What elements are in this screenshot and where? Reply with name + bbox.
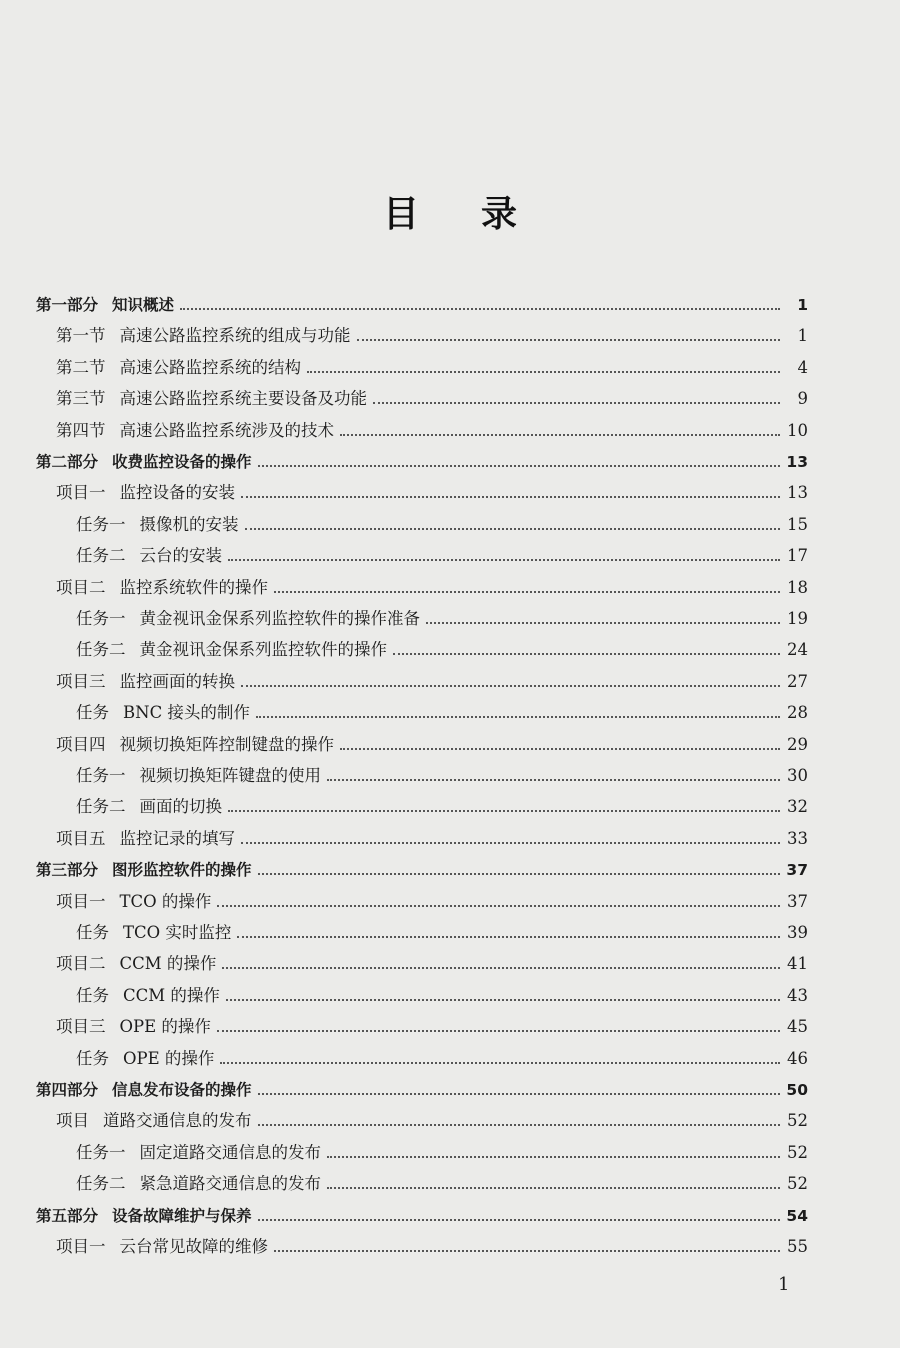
toc-entry-number: 任务二 xyxy=(76,640,126,660)
toc-entry-number: 任务一 xyxy=(76,609,126,628)
toc-entry-title: 高速公路监控系统主要设备及功能 xyxy=(119,389,367,409)
toc-leader-dots xyxy=(180,308,780,310)
toc-task-entry xyxy=(76,510,808,536)
toc-entry-label xyxy=(56,828,235,850)
toc-entry-title: 知识概述 xyxy=(112,296,175,314)
toc-entry-page: 33 xyxy=(787,828,808,848)
toc-entry-label xyxy=(76,514,239,536)
toc-entry-number: 任务 xyxy=(76,1048,109,1068)
toc-leader-dots xyxy=(274,591,780,593)
toc-section-entry xyxy=(56,667,808,693)
toc-leader-dots xyxy=(327,1156,780,1158)
toc-entry-number: 第五部分 xyxy=(36,1206,99,1225)
toc-part-entry xyxy=(36,1075,808,1101)
toc-task-entry xyxy=(76,792,808,818)
toc-task-entry xyxy=(76,541,808,567)
page-title: 目录 xyxy=(382,194,579,235)
toc-entry-page: 24 xyxy=(787,640,808,660)
toc-entry-number: 第三部分 xyxy=(36,861,99,880)
toc-section-entry xyxy=(56,416,808,442)
toc-entry-label xyxy=(56,420,334,442)
toc-task-entry xyxy=(76,698,808,724)
toc-entry-title: 高速公路监控系统的结构 xyxy=(119,357,301,377)
toc-entry-label xyxy=(56,388,367,410)
toc-entry-number: 第一部分 xyxy=(36,296,99,314)
toc-entry-number: 项目一 xyxy=(56,891,106,911)
toc-entry-page: 41 xyxy=(787,954,808,974)
toc-entry-page: 30 xyxy=(787,766,808,785)
toc-entry-title: 高速公路监控系统的组成与功能 xyxy=(119,326,351,346)
toc-entry-label xyxy=(36,1205,252,1227)
toc-entry-title: 监控系统软件的操作 xyxy=(119,577,268,597)
footer-page-number: 1 xyxy=(778,1274,790,1295)
toc-section-entry xyxy=(56,824,808,850)
toc-entry-label xyxy=(76,545,222,567)
toc-entry-page: 4 xyxy=(797,357,808,377)
toc-leader-dots xyxy=(241,842,780,844)
toc-entry-label xyxy=(36,1079,252,1101)
toc-entry-number: 第二部分 xyxy=(36,453,99,471)
toc-entry-label xyxy=(36,294,174,316)
toc-entry-number: 项目 xyxy=(56,1111,89,1131)
toc-entry-page: 32 xyxy=(787,797,808,817)
toc-entry-label xyxy=(76,922,231,944)
toc-entry-page: 46 xyxy=(787,1048,808,1068)
toc-entry-number: 第四节 xyxy=(56,420,106,440)
toc-entry-page: 28 xyxy=(787,703,808,723)
toc-entry-title: 固定道路交通信息的发布 xyxy=(139,1142,321,1162)
toc-entry-title: 云台常见故障的维修 xyxy=(119,1237,268,1256)
toc-task-entry xyxy=(76,1138,808,1164)
toc-entry-title: OPE 的操作 xyxy=(119,1017,211,1037)
toc-entry-number: 项目二 xyxy=(56,954,106,974)
toc-section-entry xyxy=(56,1106,808,1132)
toc-leader-dots xyxy=(307,371,780,373)
toc-leader-dots xyxy=(237,936,780,938)
toc-entry-page: 27 xyxy=(787,671,808,691)
toc-entry-page: 18 xyxy=(787,577,808,597)
toc-section-entry xyxy=(56,321,808,347)
toc-entry-number: 项目二 xyxy=(56,577,106,597)
toc-entry-label xyxy=(76,1142,321,1164)
toc-entry-label xyxy=(76,765,321,787)
toc-task-entry xyxy=(76,604,808,630)
toc-leader-dots xyxy=(340,434,780,436)
toc-entry-title: 道路交通信息的发布 xyxy=(103,1111,252,1131)
toc-entry-label xyxy=(56,357,301,379)
toc-part-entry xyxy=(36,1201,808,1227)
toc-entry-label xyxy=(56,953,216,975)
toc-leader-dots xyxy=(373,402,780,404)
toc-entry-title: TCO 的操作 xyxy=(119,891,212,911)
toc-leader-dots xyxy=(241,685,780,687)
toc-entry-label xyxy=(76,796,222,818)
toc-entry-title: 画面的切换 xyxy=(139,797,222,817)
toc-entry-title: 黄金视讯金保系列监控软件的操作准备 xyxy=(139,609,420,628)
toc-entry-title: 视频切换矩阵键盘的使用 xyxy=(139,766,321,785)
toc-entry-label xyxy=(56,1236,268,1258)
toc-entry-number: 任务二 xyxy=(76,546,126,566)
toc-leader-dots xyxy=(258,1219,780,1221)
toc-entry-label xyxy=(76,608,420,630)
toc-entry-label xyxy=(56,1110,252,1132)
toc-entry-label xyxy=(76,639,387,661)
toc-section-entry xyxy=(56,1012,808,1038)
toc-entry-number: 项目三 xyxy=(56,671,106,691)
toc-leader-dots xyxy=(222,967,780,969)
toc-section-entry xyxy=(56,573,808,599)
toc-entry-number: 第三节 xyxy=(56,389,106,409)
toc-section-entry xyxy=(56,353,808,379)
toc-entry-title: 黄金视讯金保系列监控软件的操作 xyxy=(139,640,387,660)
toc-entry-title: 云台的安装 xyxy=(139,546,222,566)
toc-entry-page: 52 xyxy=(787,1174,808,1194)
toc-entry-title: 设备故障维护与保养 xyxy=(112,1206,252,1225)
toc-entry-title: CCM 的操作 xyxy=(123,985,220,1005)
toc-leader-dots xyxy=(258,1124,781,1126)
toc-entry-number: 项目五 xyxy=(56,828,106,848)
toc-entry-page: 52 xyxy=(787,1142,808,1162)
toc-entry-label xyxy=(36,451,252,473)
toc-leader-dots xyxy=(258,873,780,875)
toc-leader-dots xyxy=(393,653,780,655)
toc-entry-title: 监控画面的转换 xyxy=(119,671,235,691)
toc-section-entry xyxy=(56,887,808,913)
toc-entry-page: 37 xyxy=(786,861,808,880)
toc-entry-label xyxy=(76,985,220,1007)
toc-part-entry xyxy=(36,447,808,473)
toc-entry-label xyxy=(56,734,334,756)
toc-entry-number: 任务 xyxy=(76,703,109,723)
toc-entry-page: 45 xyxy=(787,1017,808,1037)
toc-entry-page: 15 xyxy=(787,514,808,534)
toc-entry-number: 任务二 xyxy=(76,797,126,817)
toc-leader-dots xyxy=(226,999,780,1001)
toc-leader-dots xyxy=(256,716,780,718)
toc-entry-page: 37 xyxy=(787,891,808,911)
toc-entry-page: 52 xyxy=(787,1111,808,1131)
toc-section-entry xyxy=(56,384,808,410)
toc-entry-label xyxy=(56,671,235,693)
toc-leader-dots xyxy=(426,622,780,624)
toc-entry-title: 监控记录的填写 xyxy=(119,828,235,848)
toc-leader-dots xyxy=(241,496,780,498)
toc-task-entry xyxy=(76,981,808,1007)
toc-entry-label xyxy=(56,1016,211,1038)
toc-entry-page: 29 xyxy=(787,734,808,754)
toc-leader-dots xyxy=(220,1062,780,1064)
toc-entry-title: 图形监控软件的操作 xyxy=(112,861,252,880)
toc-leader-dots xyxy=(340,748,780,750)
toc-entry-label xyxy=(56,325,351,347)
toc-task-entry xyxy=(76,1044,808,1070)
toc-entry-title: 视频切换矩阵控制键盘的操作 xyxy=(119,734,334,754)
toc-entry-page: 1 xyxy=(797,296,808,314)
toc-entry-page: 10 xyxy=(787,420,808,440)
toc-entry-title: TCO 实时监控 xyxy=(123,923,232,942)
toc-task-entry xyxy=(76,918,808,944)
toc-entry-title: 收费监控设备的操作 xyxy=(112,453,252,471)
toc-entry-label xyxy=(76,1173,321,1195)
toc-leader-dots xyxy=(245,528,781,530)
toc-entry-page: 17 xyxy=(787,546,808,566)
toc-section-entry xyxy=(56,478,808,504)
toc-entry-number: 项目三 xyxy=(56,1017,106,1037)
toc-entry-number: 任务一 xyxy=(76,766,126,785)
toc-part-entry xyxy=(36,290,808,316)
toc-entry-number: 项目四 xyxy=(56,734,106,754)
toc-entry-label xyxy=(56,577,268,599)
toc-entry-title: 紧急道路交通信息的发布 xyxy=(139,1174,321,1194)
toc-entry-page: 50 xyxy=(786,1081,808,1099)
toc-leader-dots xyxy=(327,779,780,781)
toc-entry-number: 任务 xyxy=(76,985,109,1005)
toc-leader-dots xyxy=(327,1187,780,1189)
toc-leader-dots xyxy=(258,1093,780,1095)
toc-leader-dots xyxy=(228,559,780,561)
toc-entry-page: 43 xyxy=(787,985,808,1005)
toc-entry-page: 54 xyxy=(786,1206,808,1225)
toc-entry-number: 第二节 xyxy=(56,357,106,377)
toc-entry-title: 监控设备的安装 xyxy=(119,483,235,503)
toc-entry-label xyxy=(76,1048,214,1070)
toc-entry-label xyxy=(36,859,252,881)
toc-leader-dots xyxy=(258,465,780,467)
toc-entry-number: 第四部分 xyxy=(36,1081,99,1099)
toc-entry-label xyxy=(76,702,250,724)
toc-leader-dots xyxy=(357,339,781,341)
toc-task-entry xyxy=(76,761,808,787)
toc-leader-dots xyxy=(228,810,780,812)
toc-entry-title: 信息发布设备的操作 xyxy=(112,1081,252,1099)
toc-entry-page: 13 xyxy=(786,453,808,471)
toc-entry-title: 高速公路监控系统涉及的技术 xyxy=(119,420,334,440)
toc-entry-page: 19 xyxy=(787,609,808,628)
toc-entry-number: 项目一 xyxy=(56,483,106,503)
toc-task-entry xyxy=(76,635,808,661)
toc-entry-number: 任务 xyxy=(76,923,109,942)
toc-leader-dots xyxy=(217,1030,780,1032)
toc-task-entry xyxy=(76,1169,808,1195)
toc-section-entry xyxy=(56,1232,808,1258)
toc-entry-page: 13 xyxy=(787,483,808,503)
toc-entry-title: 摄像机的安装 xyxy=(139,514,239,534)
toc-entry-number: 任务一 xyxy=(76,1142,126,1162)
toc-section-entry xyxy=(56,730,808,756)
toc-entry-page: 55 xyxy=(787,1237,808,1256)
toc-section-entry xyxy=(56,949,808,975)
toc-entry-page: 1 xyxy=(797,326,808,346)
toc-entry-number: 任务二 xyxy=(76,1174,126,1194)
toc-part-entry xyxy=(36,855,808,881)
toc-entry-label xyxy=(56,482,235,504)
toc-entry-number: 项目一 xyxy=(56,1237,106,1256)
toc-entry-number: 任务一 xyxy=(76,514,126,534)
toc-entry-number: 第一节 xyxy=(56,326,106,346)
toc-entry-title: CCM 的操作 xyxy=(119,954,217,974)
toc-entry-title: BNC 接头的制作 xyxy=(123,703,250,723)
toc-leader-dots xyxy=(217,905,780,907)
toc-entry-page: 9 xyxy=(797,389,808,409)
toc-leader-dots xyxy=(274,1250,780,1252)
toc-entry-page: 39 xyxy=(787,923,808,942)
toc-entry-title: OPE 的操作 xyxy=(123,1048,215,1068)
toc-entry-label xyxy=(56,891,211,913)
